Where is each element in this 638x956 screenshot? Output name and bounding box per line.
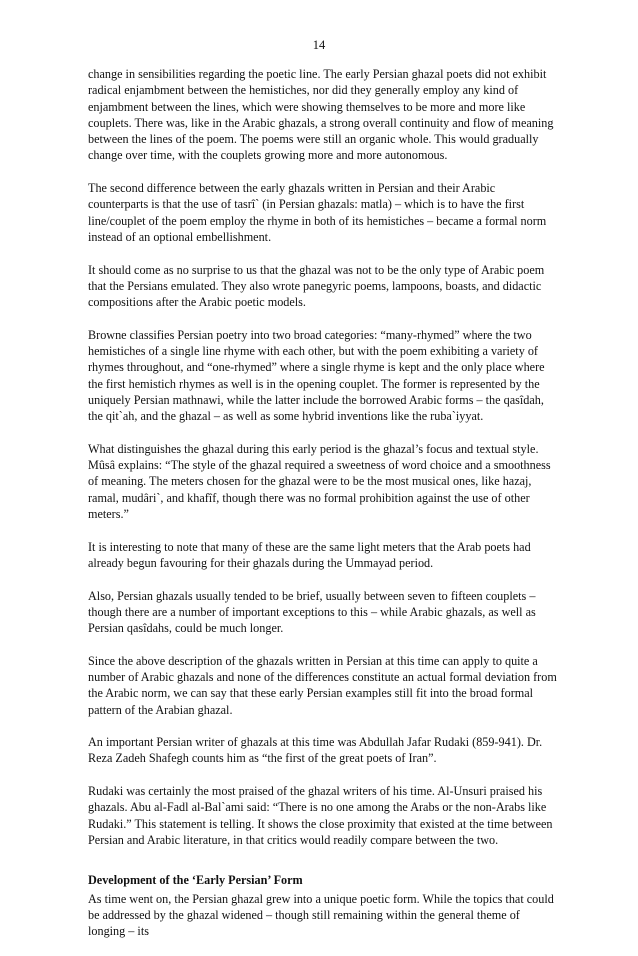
body-text [88,66,558,956]
page-number: 14 [312,38,326,52]
paragraph: It should come as no surprise to us that the ghazal was not to be the only type of Arabic poem that the Persians emulated. They also wrote panegyric poems, lampoons, boasts, and didactic compositions after the Arabic poetic models. [88,262,545,310]
paragraph: Browne classifies Persian poetry into two broad categories: “many-rhymed” where the two hemistiches of a single line rhyme with each other, but with the poem exhibiting a variety of rhymes throughout, and “one-rhymed” where a single rhyme is kept and the only place where the first hemistich rhymes as well is in the opening couplet. The former is represented by the uniquely Persian mathnawi, while the latter include the borrowed Arabic forms – the qasîdah, the qit`ah, and the ghazal – as well as some hybrid inventions like the ruba`iyyat. [88,327,545,424]
paragraph: What distinguishes the ghazal during this early period is the ghazal’s focus and textual style. Mûsâ explains: “The style of the ghazal required a sweetness of word choice and a smoothness of meaning. The meters chosen for the ghazal were to be the most musical ones, like hazaj, ramal, mudâri`, and khafîf, though there was no formal prohibition against the use of other meters.” [88,441,551,522]
paragraph: Also, Persian ghazals usually tended to be brief, usually between seven to fifteen couplets – though there are a number of important exceptions to this – while Arabic ghazals, as well as Persian qasîdahs, could be much longer. [88,588,536,636]
paragraph: change in sensibilities regarding the poetic line. The early Persian ghazal poets did not exhibit radical enjambment between the hemistiches, nor did they generally employ any kind of enjambment between the lines, which were showing themselves to be more and more like couplets. There was, like in the Arabic ghazals, a strong overall continuity and flow of meaning between the lines of the poem. The poems were still an organic whole. This would gradually change over time, with the couplets growing more and more autonomous. [88,67,554,163]
paragraph: It is interesting to note that many of these are the same light meters that the Arab poets had already begun favouring for their ghazals during the Ummayad period. [88,539,531,570]
paragraph: An important Persian writer of ghazals at this time was Abdullah Jafar Rudaki (859-941). Dr. Reza Zadeh Shafegh counts him as “the first of the great poets of Iran”. [88,735,543,766]
paragraph: Since the above description of the ghazals written in Persian at this time can apply to quite a number of Arabic ghazals and none of the differences constitute an actual formal deviation from the Arabic norm, we can say that these early Persian examples still fit into the broad formal pattern of the Arabian ghazal. [88,653,557,717]
section-heading: Development of the ‘Early Persian’ Form [88,873,303,888]
paragraph: Rudaki was certainly the most praised of the ghazal writers of his time. Al-Unsuri praised his ghazals. Abu al-Fadl al-Bal`ami said: “There is no one among the Arabs or the non-Arabs like Rudaki.” This statement is telling. It shows the close proximity that existed at the time between Persian and Arabic literature, in that critics would readily compare between the two. [88,784,553,847]
section-paragraph: As time went on, the Persian ghazal grew into a unique poetic form. While the topics that could be addressed by the ghazal widened – though still remaining within the general theme of longing – its [88,891,554,939]
paragraph: The second difference between the early ghazals written in Persian and their Arabic counterparts is that the use of tasrî` (in Persian ghazals: matla) – which is to have the first line/couplet of the poem employ the rhyme in both of its hemistiches – became a formal norm instead of an optional embellishment. [88,181,547,244]
